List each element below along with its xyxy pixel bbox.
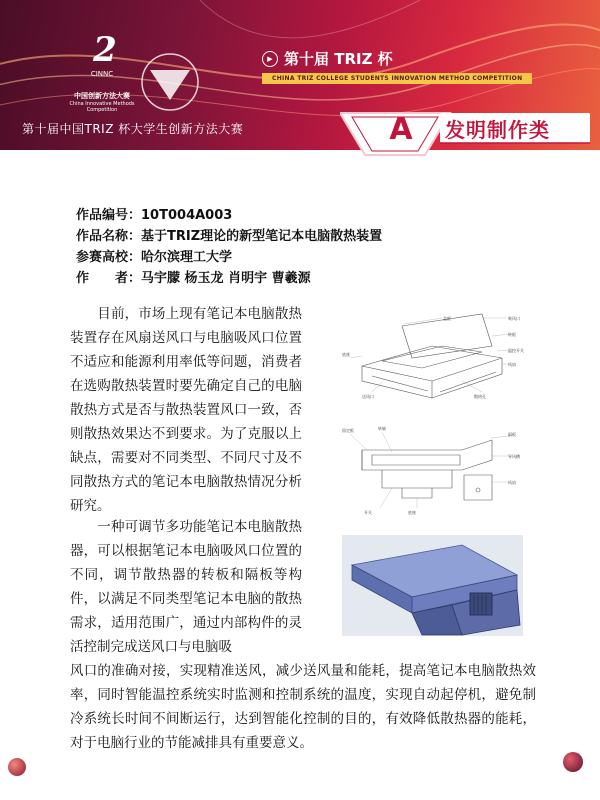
school-label: 参赛高校： (76, 250, 142, 265)
fig1-label-4: 温控开关 (508, 348, 524, 353)
fig2-label-2: 转轴 (378, 426, 386, 431)
school-row (76, 247, 382, 268)
author-row (76, 268, 382, 289)
play-icon: ▶ (262, 51, 278, 67)
category-letter: A (389, 112, 413, 147)
entry-info (76, 205, 382, 289)
entry-name-row (76, 226, 382, 247)
fig1-label-3: 转板 (508, 332, 516, 337)
logo-sub: CINNC (90, 70, 114, 78)
decor-dot-left (8, 758, 26, 776)
logo-cn: 中国创新方法大赛 (74, 92, 130, 100)
contest-title: 第十届中国TRIZ 杯大学生创新方法大赛 (22, 122, 244, 136)
entry-id-label: 作品编号： (76, 208, 142, 223)
fig2-label-3: 隔板 (508, 432, 516, 437)
figure-diagram-2 (342, 420, 530, 520)
school-value: 哈尔滨理工大学 (141, 250, 233, 265)
fig1-label-1: 盖板 (443, 316, 451, 321)
fig1-label-5: 风扇 (508, 362, 516, 367)
entry-name-value: 基于TRIZ理论的新型笔记本电脑散热装置 (141, 229, 383, 244)
fig1-label-7: 送风口 (362, 394, 374, 399)
competition-logo (58, 30, 146, 113)
fig2-label-6: 底座 (408, 510, 416, 515)
paragraph-3: 风口的准确对接，实现精准送风，减少送风量和能耗，提高笔记本电脑散热效率，同时智能温控系统实时监测和控制系统的温度，实现自动起停机，避免制冷系统长时间不间断运行，达到智能化控制的目的，有效降低散热器的能耗，对于电脑行业的节能减排具有重要意义。 (70, 663, 536, 751)
logo-en: China Innovative Methods Competition (69, 101, 135, 113)
author-label: 作 者： (76, 271, 142, 286)
category-label: 发明制作类 (445, 118, 550, 142)
fig2-label-4: 导风槽 (508, 454, 520, 459)
banner-title: 第十届 TRIZ 杯 (284, 50, 393, 68)
fig1-label-8: 底座 (342, 352, 350, 357)
fig1-label-2: 吸风口 (508, 316, 520, 321)
paragraph-2: 一种可调节多功能笔记本电脑散热器，可以根据笔记本电脑吸风口位置的不同，调节散热器的转板和隔板等构件，以满足不同类型笔记本电脑的散热需求，适用范围广，通过内部构件的灵活控制完成送风口与电脑吸 (70, 519, 302, 655)
figure-3d-render (342, 535, 523, 636)
banner-subtitle: CHINA TRIZ COLLEGE STUDENTS INNOVATION METHOD COMPETITION (262, 73, 532, 84)
entry-id-row (76, 205, 382, 226)
figure-diagram-1 (342, 306, 530, 406)
fig2-label-5: 风扇 (508, 480, 516, 485)
author-value: 马宇朦 杨玉龙 肖明宇 曹羲源 (141, 271, 311, 286)
logo-mark: 2 (93, 30, 111, 70)
fig2-label-1: 固定板 (342, 428, 354, 433)
triz-banner (262, 48, 532, 84)
fig2-label-7: 开关 (364, 510, 372, 515)
entry-name-label: 作品名称： (76, 229, 142, 244)
decor-dot-right (563, 752, 583, 772)
entry-id-value: 10T004A003 (141, 208, 233, 223)
fig1-label-6: 散热孔 (474, 394, 486, 399)
paragraph-1: 目前，市场上现有笔记本电脑散热装置存在风扇送风口与电脑吸风口位置不适应和能源利用率低等问题，消费者在选购散热装置时要先确定自己的电脑散热方式是否与散热装置风口一致，否则散热效果达不到要求。为了克服以上缺点，需要对不同类型、不同尺寸及不同散热方式的笔记本电脑散热情况分析研究。 (70, 306, 302, 514)
